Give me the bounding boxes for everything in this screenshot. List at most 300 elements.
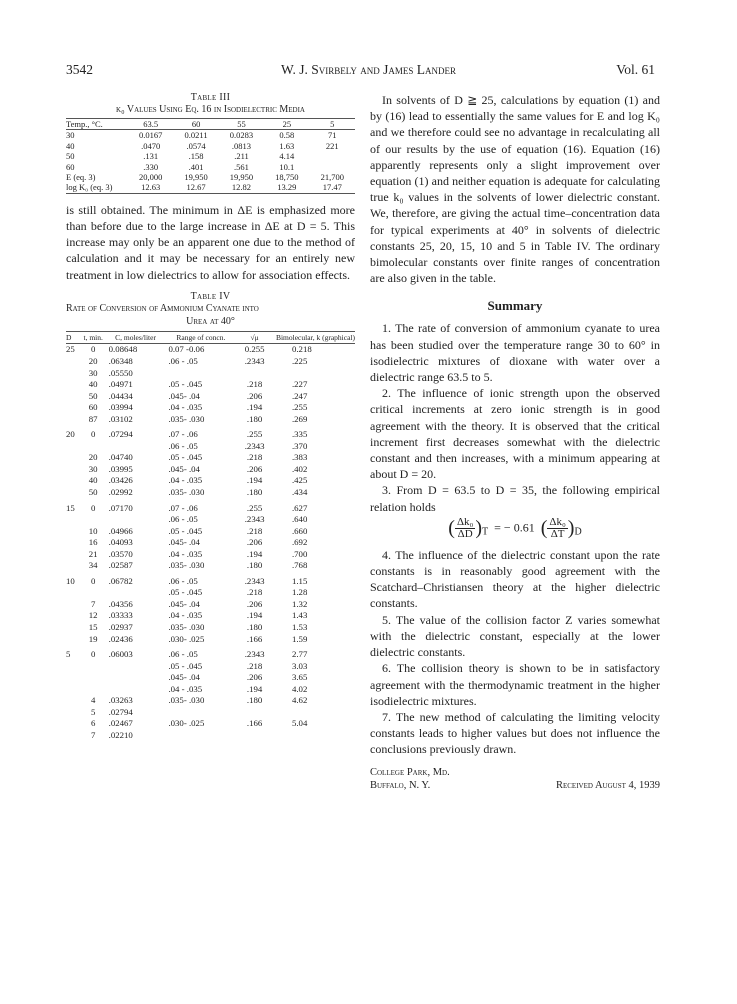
table4-row [66, 718, 355, 730]
table4-cell: .434 [291, 487, 308, 498]
table4-cell: .03570 [108, 548, 133, 559]
table3-cell: 10.1 [279, 161, 295, 172]
table4-cell: .194 [246, 402, 263, 413]
summary-item-1: 1. The rate of conversion of ammonium cyanate to urea has been studied over the temperature range 30 to 60° in isodielectric mixtures of dioxane with water over a dielectric range 63.5 to 5. [370, 321, 660, 385]
table4-cell [276, 707, 355, 719]
table4-cell: 34 [88, 560, 98, 571]
table4-cell: .194 [246, 475, 263, 486]
table4-cell [162, 368, 233, 380]
table4-cell [162, 707, 233, 719]
summary-item-7: 7. The new method of calculating the limiting velocity constants leads to higher values but does not influence the conclusions previously drawn. [370, 709, 660, 757]
table3-cell: 17.47 [310, 182, 355, 193]
table4-cell: .02467 [108, 718, 133, 729]
eq-rhs-sub: D [574, 526, 582, 538]
table4-cell [82, 684, 105, 696]
table4-cell: .2343 [244, 514, 265, 525]
table4-cell: .247 [291, 390, 308, 401]
table4-cell: .04 - .035 [168, 402, 203, 413]
table3-cell: 50 [66, 151, 75, 162]
table4-cell: .04434 [108, 390, 133, 401]
table4-cell: .255 [246, 502, 263, 513]
table4-row [66, 610, 355, 622]
table4-cell: .627 [291, 502, 308, 513]
table4-cell: .035- .030 [168, 413, 205, 424]
table4-cell: 0 [90, 502, 96, 513]
table4-title-2: Urea at 40° [186, 315, 235, 327]
table4-cell: 50 [88, 390, 98, 401]
table4-cell: 0.218 [291, 344, 312, 355]
table3-cell: 63.5 [128, 119, 173, 130]
table4-cell: 0.255 [244, 344, 265, 355]
table4-cell: .692 [291, 537, 308, 548]
table4-title-1: Rate of Conversion of Ammonium Cyanate into [66, 302, 259, 314]
table4-row [66, 707, 355, 719]
table4-cell: .227 [291, 379, 308, 390]
table4-cell: .04356 [108, 598, 133, 609]
table4 [66, 331, 355, 742]
table4-cell: 4.62 [291, 695, 308, 706]
table4-cell: .218 [246, 587, 263, 598]
table4-cell [105, 514, 163, 526]
table3-cell: 25 [264, 119, 309, 130]
running-title: W. J. Svirbely and James Lander [281, 62, 456, 77]
table4-row [66, 622, 355, 634]
table4-cell: 19 [88, 633, 98, 644]
table4-cell [66, 487, 82, 499]
table4-cell [105, 587, 163, 599]
table4-cell: 20 [88, 452, 98, 463]
table4-cell [66, 379, 82, 391]
table4-cell: .03333 [108, 610, 133, 621]
table4-cell: 25 [66, 344, 75, 355]
table4-header-sqrt: √μ [233, 331, 276, 344]
table4-row [66, 368, 355, 380]
table4-cell: .02587 [108, 560, 133, 571]
table4-row [66, 464, 355, 476]
table3-row [66, 162, 355, 172]
table3-cell: .131 [143, 151, 159, 162]
table4-header-range: Range of concn. [162, 331, 233, 344]
running-header [0, 62, 737, 80]
table4-cell: .206 [246, 598, 263, 609]
table3-cell: 1.63 [279, 140, 295, 151]
table4-cell [82, 587, 105, 599]
table4-cell: 16 [88, 537, 98, 548]
table4-cell [105, 661, 163, 673]
table4-cell: .035- .030 [168, 622, 205, 633]
table4-cell: 30 [88, 463, 98, 474]
table4-cell [276, 368, 355, 380]
table3-row [66, 141, 355, 151]
table4-cell: .218 [246, 660, 263, 671]
table3-cell: 30 [66, 130, 75, 141]
table4-row [66, 599, 355, 611]
table4-cell [66, 549, 82, 561]
table4-row [66, 452, 355, 464]
eq-lhs-den: ΔD [457, 527, 473, 540]
summary-item-6: 6. The collision theory is shown to be in satisfactory agreement with the thermodynamic treatment in the higher isodielectric mixtures. [370, 661, 660, 708]
table4-cell: .06 - .05 [168, 575, 198, 586]
table3-cell: 60 [173, 119, 218, 130]
table4-row [66, 537, 355, 549]
table4-cell: .04093 [108, 537, 133, 548]
table4-cell [66, 414, 82, 426]
table3-cell: .330 [143, 161, 159, 172]
table4-cell: 0.08648 [108, 344, 138, 355]
table4-cell [66, 610, 82, 622]
left-paragraph: is still obtained. The minimum in ΔE is emphasized more than before due to the large increase in ΔE at D = 5. This increase may only be an apparent one due to the method of calculation and it may be necessary for an entirely new treatment in low dielectrics to allow for association effects. [66, 202, 355, 282]
table3-cell: 0.58 [279, 130, 295, 141]
table4-cell: .194 [246, 683, 263, 694]
table4-cell: 40 [88, 475, 98, 486]
table4-cell: .225 [291, 356, 308, 366]
table3-cell: E (eq. 3) [66, 172, 96, 183]
table4-cell: .206 [246, 672, 263, 683]
table3-cell: Temp., °C. [66, 119, 128, 130]
table3-cell: 19,950 [229, 172, 254, 183]
table4-cell: .2343 [244, 575, 265, 586]
table4-cell: .206 [246, 537, 263, 548]
table4-row [66, 475, 355, 487]
table4-cell: 3.03 [291, 660, 308, 671]
table4-cell: .206 [246, 463, 263, 474]
table3-cell: .0574 [186, 140, 206, 151]
table4-cell: 0 [90, 429, 96, 440]
table4-cell: 2.77 [291, 649, 308, 660]
table4-cell: 1.59 [291, 633, 308, 644]
table4-cell: 0 [90, 649, 96, 660]
eq-lhs-num: Δk₀ [456, 515, 474, 528]
footer [370, 766, 660, 792]
table4-cell [66, 368, 82, 380]
table4-cell: 10 [88, 525, 98, 536]
table4-cell: 30 [88, 367, 98, 378]
table4-cell [66, 634, 82, 646]
table4-cell: .045- .04 [168, 537, 200, 548]
table4-cell: .04 - .035 [168, 475, 203, 486]
table4-cell: .02210 [108, 729, 133, 740]
table4-cell: .255 [291, 402, 308, 413]
table4-cell [66, 730, 82, 742]
table3-cell: 12.82 [219, 182, 264, 193]
table4-cell [66, 622, 82, 634]
table4-cell [66, 661, 82, 673]
table4-cell: .255 [246, 429, 263, 440]
table4-cell [105, 684, 163, 696]
table4-cell: .05 - .045 [168, 660, 203, 671]
table4-cell: .02937 [108, 622, 133, 633]
table4-cell: .035- .030 [168, 560, 205, 571]
table4-row [66, 499, 355, 515]
table4-cell: .03426 [108, 475, 133, 486]
table4-cell: .035- .030 [168, 695, 205, 706]
table4-cell [66, 441, 82, 453]
table4-cell: .07170 [108, 502, 133, 513]
table4-cell: .269 [291, 413, 308, 424]
table4-cell [66, 356, 82, 368]
table4-cell: .05550 [108, 367, 133, 378]
table4-cell: .640 [291, 514, 308, 525]
table4-header-d: D [66, 331, 82, 344]
table3-cell: 5 [310, 119, 355, 130]
table4-cell [66, 707, 82, 719]
table3-cell: .561 [234, 161, 249, 172]
table4-cell: 3.65 [291, 672, 308, 683]
table4-cell: .03995 [108, 463, 133, 474]
table4-cell [66, 599, 82, 611]
table4-cell: .194 [246, 610, 263, 621]
left-column [66, 92, 355, 742]
table4-cell [233, 730, 276, 742]
table4-cell: .02992 [108, 487, 133, 498]
table4-row [66, 425, 355, 441]
table4-cell: 0 [90, 575, 96, 586]
table4-cell: 5 [90, 706, 96, 717]
empirical-equation: ( $\frac{\text{Δk₀}}{\Delta D}$ )$_T$ = − 0.61 ( $\frac{\text{Δk₀}}{\Delta T}$ )$_D$ [448, 515, 582, 540]
table4-cell [66, 718, 82, 730]
table4-cell: .2343 [244, 440, 265, 451]
table3-row [66, 130, 355, 141]
table4-cell [82, 441, 105, 453]
table4-cell: 20 [66, 429, 75, 440]
table3-cell: 60 [66, 161, 75, 172]
table4-cell: .180 [246, 695, 263, 706]
table3-cell: .0813 [231, 140, 252, 151]
table4-cell: .07 - .06 [168, 429, 198, 440]
table4-row [66, 549, 355, 561]
table4-cell: .660 [291, 525, 308, 536]
table4-cell: .05 - .045 [168, 452, 203, 463]
table4-cell: .045- .04 [168, 390, 200, 401]
table4-row [66, 514, 355, 526]
table3-cell [310, 162, 355, 172]
table4-header-t: t, min. [82, 331, 105, 344]
table3-row [66, 182, 355, 193]
table3-cell: .401 [188, 161, 204, 172]
footer-location-2: Buffalo, N. Y. [370, 779, 431, 791]
table4-cell: .045- .04 [168, 463, 200, 474]
table4-cell [66, 684, 82, 696]
table3-cell: .211 [234, 151, 249, 162]
table4-cell: 15 [66, 502, 75, 513]
table4-cell: .402 [291, 463, 308, 474]
table4-cell [276, 730, 355, 742]
table4-row [66, 730, 355, 742]
table4-cell: .218 [246, 452, 263, 463]
table3-cell: 21,700 [320, 172, 344, 183]
table4-cell: .206 [246, 390, 263, 401]
table4-cell [66, 514, 82, 526]
table4-cell: 7 [90, 729, 96, 740]
table4-cell [233, 707, 276, 719]
table4-cell: 7 [90, 598, 96, 609]
table4-cell: .700 [291, 548, 308, 559]
table4-cell: .07 - .06 [168, 502, 198, 513]
summary-heading: Summary [487, 298, 543, 314]
table4-cell: .194 [246, 548, 263, 559]
table4-row [66, 487, 355, 499]
table4-cell: .045- .04 [168, 598, 200, 609]
table4-header-k: Bimolecular, k (graphical) [276, 331, 355, 344]
table4-cell: 1.28 [291, 587, 308, 598]
table4-cell: .06 - .05 [168, 356, 198, 366]
table4-cell: .166 [246, 718, 263, 729]
table4-cell: 4 [90, 695, 96, 706]
table3-caption: Table III [190, 92, 231, 103]
page-number: 3542 [66, 62, 93, 77]
table4-cell: .2343 [244, 649, 265, 660]
table4-row [66, 695, 355, 707]
table4-caption: Table IV [190, 290, 231, 302]
table4-cell [66, 587, 82, 599]
table4-cell: .04 - .035 [168, 610, 203, 621]
eq-rhs-num: Δk₀ [549, 515, 566, 528]
table4-cell: .383 [291, 452, 308, 463]
table3-cell: .158 [188, 151, 204, 162]
table4-row [66, 572, 355, 588]
table3-cell: .0470 [141, 140, 161, 151]
summary-item-3: 3. From D = 63.5 to D = 35, the following empirical relation holds [370, 483, 660, 514]
table4-row [66, 379, 355, 391]
table3-row [66, 151, 355, 161]
table4-cell [162, 730, 233, 742]
table4-cell: .04740 [108, 452, 133, 463]
table3-cell: log K₀ (eq. 3) [66, 182, 128, 193]
table4-cell [233, 368, 276, 380]
table4-cell [82, 672, 105, 684]
table4-cell: 10 [66, 575, 75, 586]
table4-cell: .02436 [108, 633, 133, 644]
summary-item-2: 2. The influence of ionic strength upon the observed critical increments at zero ionic strength is in good agreement with the theory. It is observed that the critical increment first decreases somewhat with the dielectric constant and then increases, with a minimum appearing at about D = 20. [370, 386, 660, 482]
table3-cell: 12.67 [173, 182, 218, 193]
table4-cell: .04 - .035 [168, 548, 203, 559]
table4-cell: 0.07 -0.06 [168, 344, 205, 355]
table4-cell [66, 695, 82, 707]
table4-row [66, 661, 355, 673]
table4-cell [66, 391, 82, 403]
table4-cell [66, 452, 82, 464]
table3-cell: 55 [219, 119, 264, 130]
table3-cell: 13.29 [264, 182, 309, 193]
table4-cell: 1.53 [291, 622, 308, 633]
table3-cell [310, 151, 355, 161]
table3-cell: 221 [325, 140, 339, 151]
table4-cell: .335 [291, 429, 308, 440]
table4-cell [66, 475, 82, 487]
table4-cell: .06 - .05 [168, 649, 198, 660]
table4-cell: 20 [88, 356, 98, 366]
table4-cell: .180 [246, 413, 263, 424]
table4-row [66, 634, 355, 646]
summary-item-5: 5. The value of the collision factor Z varies somewhat with the dielectric constant, especially at the lower dielectric constants. [370, 612, 660, 660]
table3-cell: 18,750 [275, 172, 299, 183]
table4-cell: .180 [246, 622, 263, 633]
table4-cell: 60 [88, 402, 98, 413]
table4-cell: .166 [246, 633, 263, 644]
table4-cell: .03102 [108, 413, 133, 424]
table3-cell: 20,000 [139, 172, 163, 183]
table4-header-c: C, moles/liter [105, 331, 163, 344]
table3-cell: 0.0167 [139, 130, 163, 141]
table4-cell: 40 [88, 379, 98, 390]
table4-cell: .218 [246, 379, 263, 390]
table4-cell: 5.04 [291, 718, 308, 729]
table4-row [66, 414, 355, 426]
table3-cell: 4.14 [279, 151, 295, 162]
table4-cell: .06348 [108, 356, 133, 366]
received-date: Received August 4, 1939 [555, 779, 660, 791]
table4-cell: .180 [246, 560, 263, 571]
table4-cell [66, 560, 82, 572]
table3 [66, 118, 355, 194]
table4-cell [82, 514, 105, 526]
table4-cell: 87 [88, 413, 98, 424]
table4-cell: 6 [90, 718, 96, 729]
table4-cell [66, 526, 82, 538]
table4-cell: 0 [90, 344, 96, 355]
table4-cell: .370 [291, 440, 308, 451]
table4-cell: .218 [246, 525, 263, 536]
table4-cell: .2343 [244, 356, 265, 366]
table4-cell: .180 [246, 487, 263, 498]
table4-row [66, 391, 355, 403]
table3-cell: 40 [66, 140, 75, 151]
table4-cell: .02794 [108, 706, 133, 717]
table3-cell: 0.0283 [229, 130, 254, 141]
table4-cell [66, 537, 82, 549]
table4-cell: 5 [66, 649, 71, 660]
table4-cell: .03263 [108, 695, 133, 706]
table4-cell: .045- .04 [168, 672, 200, 683]
table4-cell: .06 - .05 [168, 440, 198, 451]
table3-cell: 0.0211 [184, 130, 208, 141]
table4-row [66, 356, 355, 368]
table4-cell: 1.32 [291, 598, 308, 609]
summary-item-4: 4. The influence of the dielectric constant upon the rate constants is in reasonably good agreement with the Scatchard–Christiansen theory at the higher dielectric constants. [370, 547, 660, 611]
table4-row [66, 344, 355, 356]
table4-cell: .06 - .05 [168, 514, 198, 525]
table4-cell: 1.15 [291, 575, 308, 586]
table4-cell: .05 - .045 [168, 587, 203, 598]
right-intro-paragraph: In solvents of D ≧ 25, calculations by equation (1) and by (16) lead to essentially the same values for E and log K₀ and we therefore could see no advantage in recalculating all of our results by the use of equation (16). Equation (16) apparently represents only a slight improvement over equation (1) and neither equation is adequate for calculating true k₀ values in the solvents of lower dielectric constant. We, therefore, are giving the actual time–concentration data for typical experiments at 40° in solvents of dielectric constants 25, 20, 15, 10 and 5 in Table IV. The ordinary bimolecular constants over finite ranges of concentration are also given in the table. [370, 93, 660, 286]
table4-cell: .04966 [108, 525, 133, 536]
table4-cell: .03994 [108, 402, 133, 413]
table4-row [66, 560, 355, 572]
table4-row [66, 645, 355, 661]
table4-row [66, 672, 355, 684]
footer-location-1: College Park, Md. [370, 766, 450, 778]
table4-cell: .425 [291, 475, 308, 486]
table4-cell: .768 [291, 560, 308, 571]
table3-cell: 19,950 [184, 172, 208, 183]
table3-cell: 12.63 [128, 182, 173, 193]
table4-cell: .04 - .035 [168, 683, 203, 694]
table4-cell: 15 [88, 622, 98, 633]
table4-cell: .06782 [108, 575, 133, 586]
table4-cell: .030- .025 [168, 633, 205, 644]
eq-rhs-den: ΔT [550, 527, 565, 540]
table4-cell [82, 661, 105, 673]
table4-cell [105, 441, 163, 453]
table4-cell: 1.43 [291, 610, 308, 621]
volume-label: Vol. 61 [616, 62, 655, 77]
table4-cell: .030- .025 [168, 718, 205, 729]
table4-cell [66, 672, 82, 684]
table4-cell: .06003 [108, 649, 133, 660]
table4-row [66, 684, 355, 696]
table4-cell: 12 [88, 610, 98, 621]
right-column [370, 92, 660, 792]
